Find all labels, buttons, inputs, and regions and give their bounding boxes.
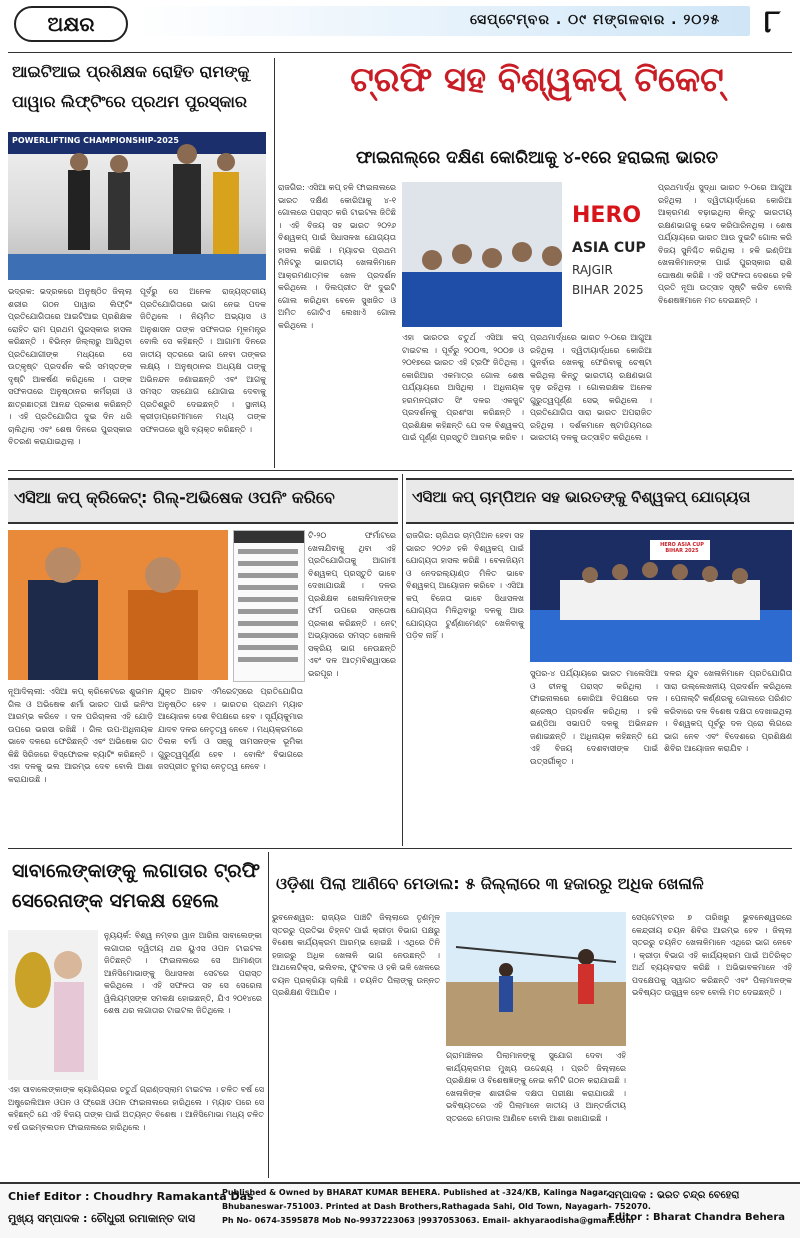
headline-sabalenka-line2: ସେରେନାଙ୍କ ସମକକ୍ଷ ହେଲେ	[12, 890, 219, 912]
masthead-divider	[8, 52, 792, 53]
cricket-col2: ଯୁକ୍ତ ଆରବ ଏମିରେଟ୍ସରେ ପ୍ରତିଯୋଗିତା ଅନୁଷ୍ଠିତ ହେବ । ଭାରତର ପ୍ରଥମ ମ୍ୟାଚ ଆୟୋଜକ ଦେଶ ବିପକ୍ଷରେ ହେବ । ସୂର୍ଯ୍ୟକୁମାର ଯାଦବ ଦଳର ନେତୃତ୍ୱ ନେବେ । ମଧ୍ୟକ୍ରମରେ ତିଲକ ବର୍ମା ଓ ସଞ୍ଜୁ ସାମସନଙ୍କ ଭୂମିକା ଗୁରୁତ୍ୱପୂର୍ଣ୍ଣ ହେବ । ବୋଲିଂ ବିଭାଗରେ ଜସପ୍ରୀତ ବୁମରା ନେତୃତ୍ୱ ନେବେ ।	[158, 687, 303, 771]
odisha-col3: ସେପ୍ଟେମ୍ବର ୭ ତାରିଖରୁ ଭୁବନେଶ୍ୱରରେ କେନ୍ଦ୍ରୀୟ ଚୟନ ଶିବିର ଆରମ୍ଭ ହେବ । ଜିଲ୍ଲା ସ୍ତରରୁ ଚୟନିତ ଖେଳାଳିମାନେ ଏଥିରେ ଭାଗ ନେବେ । କ୍ରୀଡ଼ା ବିଭାଗ ଏହି କାର୍ଯ୍ୟକ୍ରମ ପାଇଁ ଅତିରିକ୍ତ ଅର୍ଥ ବ୍ୟୟବରାଦ କରିଛି । ଅଭିଭାବକମାନେ ଏହି ପଦକ୍ଷେପକୁ ସ୍ୱାଗତ କରିଛନ୍ତି ଏବଂ ପିଲାମାନଙ୍କ ଭବିଷ୍ୟତ ଉଜ୍ଜ୍ୱଳ ହେବ ବୋଲି ମତ ଦେଇଛନ୍ତି ।	[632, 913, 792, 997]
footer-editor-en: Editor : Bharat Chandra Behera	[608, 1212, 786, 1223]
trophy-col1: ରାଜଗିର: ଏସିଆ କପ୍ ହକି ଫାଇନାଲରେ ଭାରତ ଦକ୍ଷିଣ କୋରିଆକୁ ୪-୧ ଗୋଲରେ ପରାସ୍ତ କରି ଟାଇଟଲ ଜିତିଛି । ଏହି ବିଜୟ ସହ ଭାରତ ୨୦୨୬ ବିଶ୍ୱକପ୍ ପାଇଁ ସିଧାସଳଖ ଯୋଗ୍ୟତା ହାସଲ କରିଛି । ମ୍ୟାଚର ପ୍ରଥମ ମିନିଟରୁ ଭାରତୀୟ ଖେଳାଳିମାନେ ଆକ୍ରମଣାତ୍ମକ ଖେଳ ପ୍ରଦର୍ଶନ କରିଥିଲେ । ଦିଲପ୍ରୀତ ସିଂ ଦୁଇଟି ଗୋଲ କରିଥିବା ବେଳେ ସୁଖଜିତ ଓ ଅମିତ ଗୋଟିଏ ଲେଖାଏଁ ଗୋଲ କରିଥିଲେ ।	[278, 183, 396, 330]
footer-chief-editor-en: Chief Editor : Choudhry Ramakanta Das	[8, 1190, 254, 1203]
subheadline-trophy: ଫାଇନାଲ୍‌ରେ ଦକ୍ଷିଣ କୋରିଆକୁ ୪-୧ରେ ହରାଇଲା ଭାରତ	[355, 148, 719, 168]
photo-hockey-celebration	[530, 530, 792, 662]
photo-volleyball	[446, 912, 626, 1046]
svg-text:ASIA CUP: ASIA CUP	[572, 240, 646, 256]
footer-chief-editor-or: ମୁଖ୍ୟ ସମ୍ପାଦକ : ଚୌଧୁରୀ ରମାକାନ୍ତ ଦାସ	[8, 1212, 196, 1225]
sabalenka-col2: ଏହା ସାବାଲେଙ୍କାଙ୍କ କ୍ୟାରିୟରର ଚତୁର୍ଥ ଗ୍ରାଣ୍ଡସ୍ଲାମ ଟାଇଟଲ । ଚଳିତ ବର୍ଷ ସେ ଅଷ୍ଟ୍ରେଲିଆନ ଓପନ ଓ ଫ୍ରେଞ୍ଚ ଓପନ ଫାଇନାଲରେ ହାରିଥିଲେ । ମ୍ୟାଚ ପରେ ସେ କହିଛନ୍ତି ଯେ ଏହି ବିଜୟ ତାଙ୍କ ପାଇଁ ଅତ୍ୟନ୍ତ ବିଶେଷ । ଆନିସିମୋଭା ମଧ୍ୟ ଚଳିତ ବର୍ଷ ଉଇମ୍ବଲଡନ ଫାଇନାଲରେ ହାରିଥିଲେ ।	[8, 1085, 264, 1132]
row-divider-1	[8, 470, 792, 471]
date-line: ସେପ୍ଟେମ୍ବର . ୦୯ ମଙ୍ଗଳବାର . ୨୦୨୫	[470, 12, 721, 28]
trophy-col2: ଏହା ଭାରତର ଚତୁର୍ଥ ଏସିଆ କପ୍ ଟାଇଟଲ । ପୂର୍ବରୁ ୨୦୦୩, ୨୦୦୭ ଓ ୨୦୧୭ରେ ଭାରତ ଏହି ଟ୍ରଫି ଜିତିଥିଲା । କୋରିଆର ଏକମାତ୍ର ଗୋଲ ଶେଷ ପର୍ଯ୍ୟାୟରେ ଆସିଥିଲା । ଅଧିନାୟକ ହରମନପ୍ରୀତ ସିଂ ଦଳର ଏକଜୁଟ ପ୍ରଦର୍ଶନକୁ ପ୍ରଶଂସା କରିଛନ୍ତି । ପ୍ରଶିକ୍ଷକ କହିଛନ୍ତି ଯେ ଦଳ ବିଶ୍ୱକପ୍ ପାଇଁ ପୂର୍ଣ୍ଣ ପ୍ରସ୍ତୁତି ଆରମ୍ଭ କରିବ ।	[402, 333, 524, 442]
photo-volleyball-art	[446, 912, 626, 1046]
footer	[0, 1182, 800, 1238]
page-number: ୮	[764, 2, 781, 40]
photo-cricket-players	[8, 530, 228, 680]
story-trophy	[278, 58, 794, 473]
column-divider-3	[268, 852, 269, 1178]
svg-text:HERO: HERO	[572, 203, 642, 228]
photo-cricket-table	[233, 530, 305, 682]
svg-text:BIHAR 2025: BIHAR 2025	[572, 283, 644, 297]
trophy-col4: ପ୍ରଥମାର୍ଦ୍ଧ ସୁଦ୍ଧା ଭାରତ ୨-୦ରେ ଆଗୁଆ ରହିଥିଲା । ଦ୍ୱିତୀୟାର୍ଦ୍ଧରେ କୋରିଆ ଆକ୍ରମଣ ବଢ଼ାଇଥିଲା କିନ୍ତୁ ଭାରତୀୟ ରକ୍ଷଣଭାଗକୁ ଭେଦ କରିପାରିନଥିଲା । ଶେଷ ପର୍ଯ୍ୟାୟରେ ଭାରତ ଆଉ ଦୁଇଟି ଗୋଲ କରି ବିଜୟ ସୁନିଶ୍ଚିତ କରିଥିଲା । ହକି ଇଣ୍ଡିଆ ଖେଳାଳିମାନଙ୍କ ପାଇଁ ପୁରସ୍କାର ରାଶି ଘୋଷଣା କରିଛି । ଏହି ସଫଳତା ଦେଶରେ ହକି ପ୍ରତି ନୂଆ ଉତ୍ସାହ ସୃଷ୍ଟି କରିବ ବୋଲି ବିଶେଷଜ୍ଞମାନେ ମତ ଦେଇଛନ୍ତି ।	[658, 183, 792, 305]
photo-hockey-team	[402, 182, 652, 327]
odisha-col1: ଭୁବନେଶ୍ୱର: ରାଜ୍ୟର ପାଞ୍ଚଟି ଜିଲ୍ଲାରେ ତୃଣମୂଳ ସ୍ତରରୁ ପ୍ରତିଭା ଚିହ୍ନଟ ପାଇଁ କ୍ରୀଡ଼ା ବିଭାଗ ପକ୍ଷରୁ ବିଶେଷ କାର୍ଯ୍ୟକ୍ରମ ଆରମ୍ଭ ହୋଇଛି । ଏଥିରେ ତିନି ହଜାରରୁ ଅଧିକ ଖେଳାଳି ଭାଗ ନେଉଛନ୍ତି । ଆଥଲେଟିକ୍ସ, ଭଲିବଲ, ଫୁଟବଲ ଓ ହକି ଭଳି ଖେଳରେ ଚୟନ ପ୍ରକ୍ରିୟା ଚାଲିଛି । ଚୟନିତ ପିଲାଙ୍କୁ ଉନ୍ନତ ପ୍ରଶିକ୍ଷଣ ଦିଆଯିବ ।	[272, 913, 440, 997]
headline-qualify: ଏସିଆ କପ୍ ଚାମ୍ପିଅନ ସହ ଭାରତଙ୍କୁ ବିଶ୍ୱକପ୍ ଯୋଗ୍ୟତା	[412, 488, 751, 506]
photo-powerlifting-art	[8, 132, 266, 280]
cricket-col3: ଟି-୨୦ ଫର୍ମାଟରେ ଖେଳାଯିବାକୁ ଥିବା ଏହି ପ୍ରତିଯୋଗିତାକୁ ଆଗାମୀ ବିଶ୍ୱକପ୍ ପ୍ରସ୍ତୁତି ଭାବେ ଦେଖାଯାଉଛି । ଦଳର ପ୍ରଶିକ୍ଷକ ଖେଳାଳିମାନଙ୍କ ଫର୍ମ ଉପରେ ସନ୍ତୋଷ ପ୍ରକାଶ କରିଛନ୍ତି । ନେଟ୍ ଅଭ୍ୟାସରେ ସମସ୍ତ ଖେଳାଳି ସକ୍ରିୟ ଭାଗ ନେଉଛନ୍ତି ଏବଂ ଦଳ ଆତ୍ମବିଶ୍ୱାସରେ ଭରପୂର ।	[308, 531, 396, 678]
headline-cricket: ଏସିଆ କପ୍ କ୍ରିକେଟ୍: ଗିଲ୍-ଅଭିଷେକ ଓପନିଂ କରିବେ	[14, 488, 335, 507]
headline-sabalenka-line1: ସାବାଲେଙ୍କାଙ୍କୁ ଲଗାତାର ଟ୍ରଫି	[12, 860, 260, 882]
headline-odisha: ଓଡ଼ିଶା ପିଲା ଆଣିବେ ମେଡାଲ: ୫ ଜିଲ୍ଲାରେ ୩ ହଜାରରୁ ଅଧିକ ଖେଳାଳି	[276, 874, 704, 893]
photo-powerlifting-caption: POWERLIFTING CHAMPIONSHIP-2025	[12, 136, 179, 145]
newspaper-logo: ଅକ୍ଷର	[14, 6, 128, 42]
odisha-col2: ଗ୍ରାମାଞ୍ଚଳର ପିଲାମାନଙ୍କୁ ସୁଯୋଗ ଦେବା ଏହି କାର୍ଯ୍ୟକ୍ରମର ମୁଖ୍ୟ ଉଦ୍ଦେଶ୍ୟ । ପ୍ରତି ଜିଲ୍ଲାରେ ପ୍ରଶିକ୍ଷକ ଓ ବିଶେଷଜ୍ଞଙ୍କୁ ନେଇ କମିଟି ଗଠନ କରାଯାଇଛି । ଖେଳାଳିଙ୍କ ଶାରୀରିକ ଦକ୍ଷତା ପରୀକ୍ଷା କରାଯାଉଛି । ଭବିଷ୍ୟତରେ ଏହି ପିଲାମାନେ ଜାତୀୟ ଓ ଆନ୍ତର୍ଜାତୀୟ ସ୍ତରରେ ମେଡାଲ ଆଣିବେ ବୋଲି ଆଶା ରଖାଯାଇଛି ।	[446, 1051, 626, 1123]
column-divider-1	[274, 58, 275, 468]
headline-trophy: ଟ୍ରଫି ସହ ବିଶ୍ୱକପ୍ ଟିକେଟ୍	[350, 60, 724, 100]
powerlifting-col2: ପୂର୍ବରୁ ସେ ଅନେକ ରାଜ୍ୟସ୍ତରୀୟ ପ୍ରତିଯୋଗିତାରେ ଭାଗ ନେଇ ପଦକ ଜିତିଥିଲେ । ନିୟମିତ ଅଭ୍ୟାସ ଓ ଅନୁଶାସନ ତାଙ୍କ ସଫଳତାର ମୂଳମନ୍ତ୍ର ବୋଲି ସେ କହିଛନ୍ତି । ଆଗାମୀ ଦିନରେ ଜାତୀୟ ସ୍ତରରେ ଭାଗ ନେବା ତାଙ୍କର ଲକ୍ଷ୍ୟ । ଅନୁଷ୍ଠାନର ଅଧ୍ୟକ୍ଷ ତାଙ୍କୁ ଅଭିନନ୍ଦନ ଜଣାଇଛନ୍ତି ଏବଂ ଆଗକୁ ସମସ୍ତ ସହଯୋଗ ଯୋଗାଇ ଦେବାକୁ ପ୍ରତିଶ୍ରୁତି ଦେଇଛନ୍ତି । ସ୍ଥାନୀୟ କ୍ରୀଡ଼ାପ୍ରେମୀମାନେ ମଧ୍ୟ ତାଙ୍କ ସଫଳତାରେ ଖୁସି ବ୍ୟକ୍ତ କରିଛନ୍ତି ।	[140, 287, 266, 434]
cricket-col1: ନୂଆଦିଲ୍ଲୀ: ଏସିଆ କପ୍ କ୍ରିକେଟରେ ଶୁଭମନ ଗିଲ ଓ ଅଭିଷେକ ଶର୍ମା ଭାରତ ପାଇଁ ଇନିଂସ ଆରମ୍ଭ କରିବେ । ଦଳ ପରିଚାଳନା ଏହି ଯୋଡ଼ି ଉପରେ ଭରସା ରଖିଛି । ଗିଲ ଉପ-ଅଧିନାୟକ ଭାବେ ଦଳରେ ଫେରିଛନ୍ତି ଏବଂ ଅଭିଷେକ ଗତ କିଛି ସିରିଜରେ ବିସ୍ଫୋରକ ବ୍ୟାଟିଂ କରିଛନ୍ତି । ଏହା ଦଳକୁ ଭଲ ଆରମ୍ଭ ଦେବ ବୋଲି ଆଶା କରାଯାଉଛି ।	[8, 687, 153, 784]
sabalenka-col1: ନ୍ୟୁୟର୍କ: ବିଶ୍ୱ ନମ୍ବର ୱାନ ଆରିନା ସାବାଲେଙ୍କା ଲଗାତାର ଦ୍ୱିତୀୟ ଥର ୟୁଏସ ଓପନ ଟାଇଟଲ ଜିତିଛନ୍ତି । ଫାଇନାଲରେ ସେ ଆମାଣ୍ଡା ଆନିସିମୋଭାଙ୍କୁ ସିଧାସଳଖ ସେଟରେ ପରାସ୍ତ କରିଥିଲେ । ଏହି ସଫଳତା ସହ ସେ ସେରେନା ୱିଲିୟମ୍ସଙ୍କ ସମକକ୍ଷ ହୋଇଛନ୍ତି, ଯିଏ ୨୦୧୪ରେ ଶେଷ ଥର ଲଗାତାର ଟାଇଟଲ ଜିତିଥିଲେ ।	[104, 931, 262, 1015]
svg-text:RAJGIR: RAJGIR	[572, 263, 613, 277]
footer-editor-or: ସମ୍ପାଦକ : ଭରତ ଚନ୍ଦ୍ର ବେହେରା	[608, 1190, 740, 1201]
story-sabalenka	[8, 852, 264, 1180]
story-odisha	[272, 852, 794, 1180]
story-cricket	[8, 474, 398, 844]
photo-cricket-table-art	[234, 531, 304, 681]
trophy-col3: ପ୍ରଥମାର୍ଦ୍ଧରେ ଭାରତ ୨-୦ରେ ଆଗୁଆ ରହିଥିଲା । ଦ୍ୱିତୀୟାର୍ଦ୍ଧରେ କୋରିଆ ପୁନର୍ବାର ଖେଳକୁ ଫେରିବାକୁ ଚେଷ୍ଟା କରିଥିଲା କିନ୍ତୁ ଭାରତୀୟ ରକ୍ଷଣଭାଗ ଦୃଢ଼ ରହିଥିଲା । ଗୋଲରକ୍ଷକ ଅନେକ ଗୁରୁତ୍ୱପୂର୍ଣ୍ଣ ସେଭ୍ କରିଥିଲେ । ପ୍ରତିଯୋଗିତା ସାରା ଭାରତ ଅପରାଜିତ ରହିଥିଲା । ଦର୍ଶକମାନେ ଷ୍ଟାଡିୟମରେ ଭାରତୀୟ ଦଳକୁ ଉତ୍ସାହିତ କରିଥିଲେ ।	[530, 333, 652, 442]
headline-powerlifting-line1: ଆଇଟିଆଇ ପ୍ରଶିକ୍ଷକ ରୋହିତ ରାମଙ୍କୁ	[12, 62, 250, 81]
column-divider-2	[402, 474, 403, 846]
photo-sabalenka-art	[8, 930, 98, 1080]
photo-cricket-players-art	[8, 530, 228, 680]
photo-hockey-celebration-caption: HERO ASIA CUP BIHAR 2025	[660, 542, 704, 554]
footer-publisher-line2: Bhubaneswar-751003. Printed at Dash Brothers,Rathagada Sahi, Old Town, Nayagarh- 752070.	[222, 1202, 651, 1211]
story-qualify	[406, 474, 794, 844]
photo-powerlifting	[8, 132, 266, 280]
photo-sabalenka	[8, 930, 98, 1080]
qualify-col1: ରାଜଗିର: ଚାରିଥର ଚାମ୍ପିଅନ ହେବା ସହ ଭାରତ ୨୦୨୬ ହକି ବିଶ୍ୱକପ୍ ପାଇଁ ଯୋଗ୍ୟତା ହାସଲ କରିଛି । ବେଲଜିୟମ ଓ ନେଦରଲ୍ୟାଣ୍ଡ ମିଳିତ ଭାବେ ବିଶ୍ୱକପ୍ ଆୟୋଜନ କରିବେ । ଏସିଆ କପ୍ ବିଜେତା ଭାବେ ସିଧାସଳଖ ଯୋଗ୍ୟତା ମିଳିଥିବାରୁ ଦଳକୁ ଆଉ ଯୋଗ୍ୟତା ଟୁର୍ଣ୍ଣାମେଣ୍ଟ ଖେଳିବାକୁ ପଡ଼ିବ ନାହିଁ ।	[406, 531, 524, 640]
masthead	[0, 0, 800, 44]
qualify-col3: ଦଳର ଯୁବ ଖେଳାଳିମାନେ ପ୍ରତିଯୋଗିତା ସାରା ଉଲ୍ଲେଖନୀୟ ପ୍ରଦର୍ଶନ କରିଥିଲେ । ପେନାଲ୍ଟି କର୍ଣ୍ଣରକୁ ଗୋଲରେ ପରିଣତ କରିବାରେ ଦଳ ବିଶେଷ ଦକ୍ଷତା ଦେଖାଇଥିଲା । ବିଶ୍ୱକପ୍ ପୂର୍ବରୁ ଦଳ ପ୍ରୋ ଲିଗରେ ଭାଗ ନେବ ଏବଂ ବିଦେଶରେ ପ୍ରଶିକ୍ଷଣ ଶିବିର ଆୟୋଜନ କରାଯିବ ।	[664, 669, 792, 753]
row-divider-2	[8, 848, 792, 849]
powerlifting-col1: ଭଦ୍ରକ: ଭଦ୍ରକରେ ଅନୁଷ୍ଠିତ ଜିଲ୍ଲା ଶରୀର ଗଠନ ପାୱାର ଲିଫ୍ଟିଂ ପ୍ରତିଯୋଗିତାରେ ଆଇଟିଆଇ ପ୍ରଶିକ୍ଷକ ରୋହିତ ରାମ ପ୍ରଥମ ପୁରସ୍କାର ହାସଲ କରିଛନ୍ତି । ବିଭିନ୍ନ ଜିଲ୍ଲାରୁ ଆସିଥିବା ପ୍ରତିଯୋଗୀଙ୍କ ମଧ୍ୟରେ ସେ ଉତ୍କୃଷ୍ଟ ପ୍ରଦର୍ଶନ କରି ସମସ୍ତଙ୍କ ଦୃଷ୍ଟି ଆକର୍ଷଣ କରିଥିଲେ । ତାଙ୍କ ସଫଳତାରେ ଅନୁଷ୍ଠାନର କର୍ମଚାରୀ ଓ ଛାତ୍ରଛାତ୍ରୀ ଆନନ୍ଦ ପ୍ରକାଶ କରିଛନ୍ତି । ଏହି ପ୍ରତିଯୋଗିତା ଦୁଇ ଦିନ ଧରି ଚାଲିଥିଲା ଏବଂ ଶେଷ ଦିନରେ ପୁରସ୍କାର ବିତରଣ କରାଯାଇଥିଲା ।	[8, 287, 132, 446]
headline-powerlifting-line2: ପାୱାର ଲିଫ୍ଟିଂରେ ପ୍ରଥମ ପୁରସ୍କାର	[12, 92, 247, 111]
footer-publisher-line3: Ph No- 0674-3595878 Mob No-9937223063 |9937053063. Email- akhyaraodisha@gmail.com	[222, 1216, 634, 1225]
qualify-col2: ସୁପର-୪ ପର୍ଯ୍ୟାୟରେ ଭାରତ ମାଲେସିଆ ଓ ଚୀନକୁ ପରାସ୍ତ କରିଥିଲା । ଫାଇନାଲରେ କୋରିଆ ବିପକ୍ଷରେ ଦଳ ଶ୍ରେଷ୍ଠ ପ୍ରଦର୍ଶନ କରିଥିଲା । ହକି ଇଣ୍ଡିଆ ସଭାପତି ଦଳକୁ ଅଭିନନ୍ଦନ ଜଣାଇଛନ୍ତି । ଅଧିନାୟକ କହିଛନ୍ତି ଯେ ଏହି ବିଜୟ ଦେଶବାସୀଙ୍କ ପାଇଁ ଉତ୍ସର୍ଗୀକୃତ ।	[530, 669, 658, 766]
photo-hockey-team-art	[402, 182, 652, 327]
footer-publisher-line1: Published & Owned by BHARAT KUMAR BEHERA. Published at -324/KB, Kalinga Nagar,	[222, 1188, 610, 1197]
